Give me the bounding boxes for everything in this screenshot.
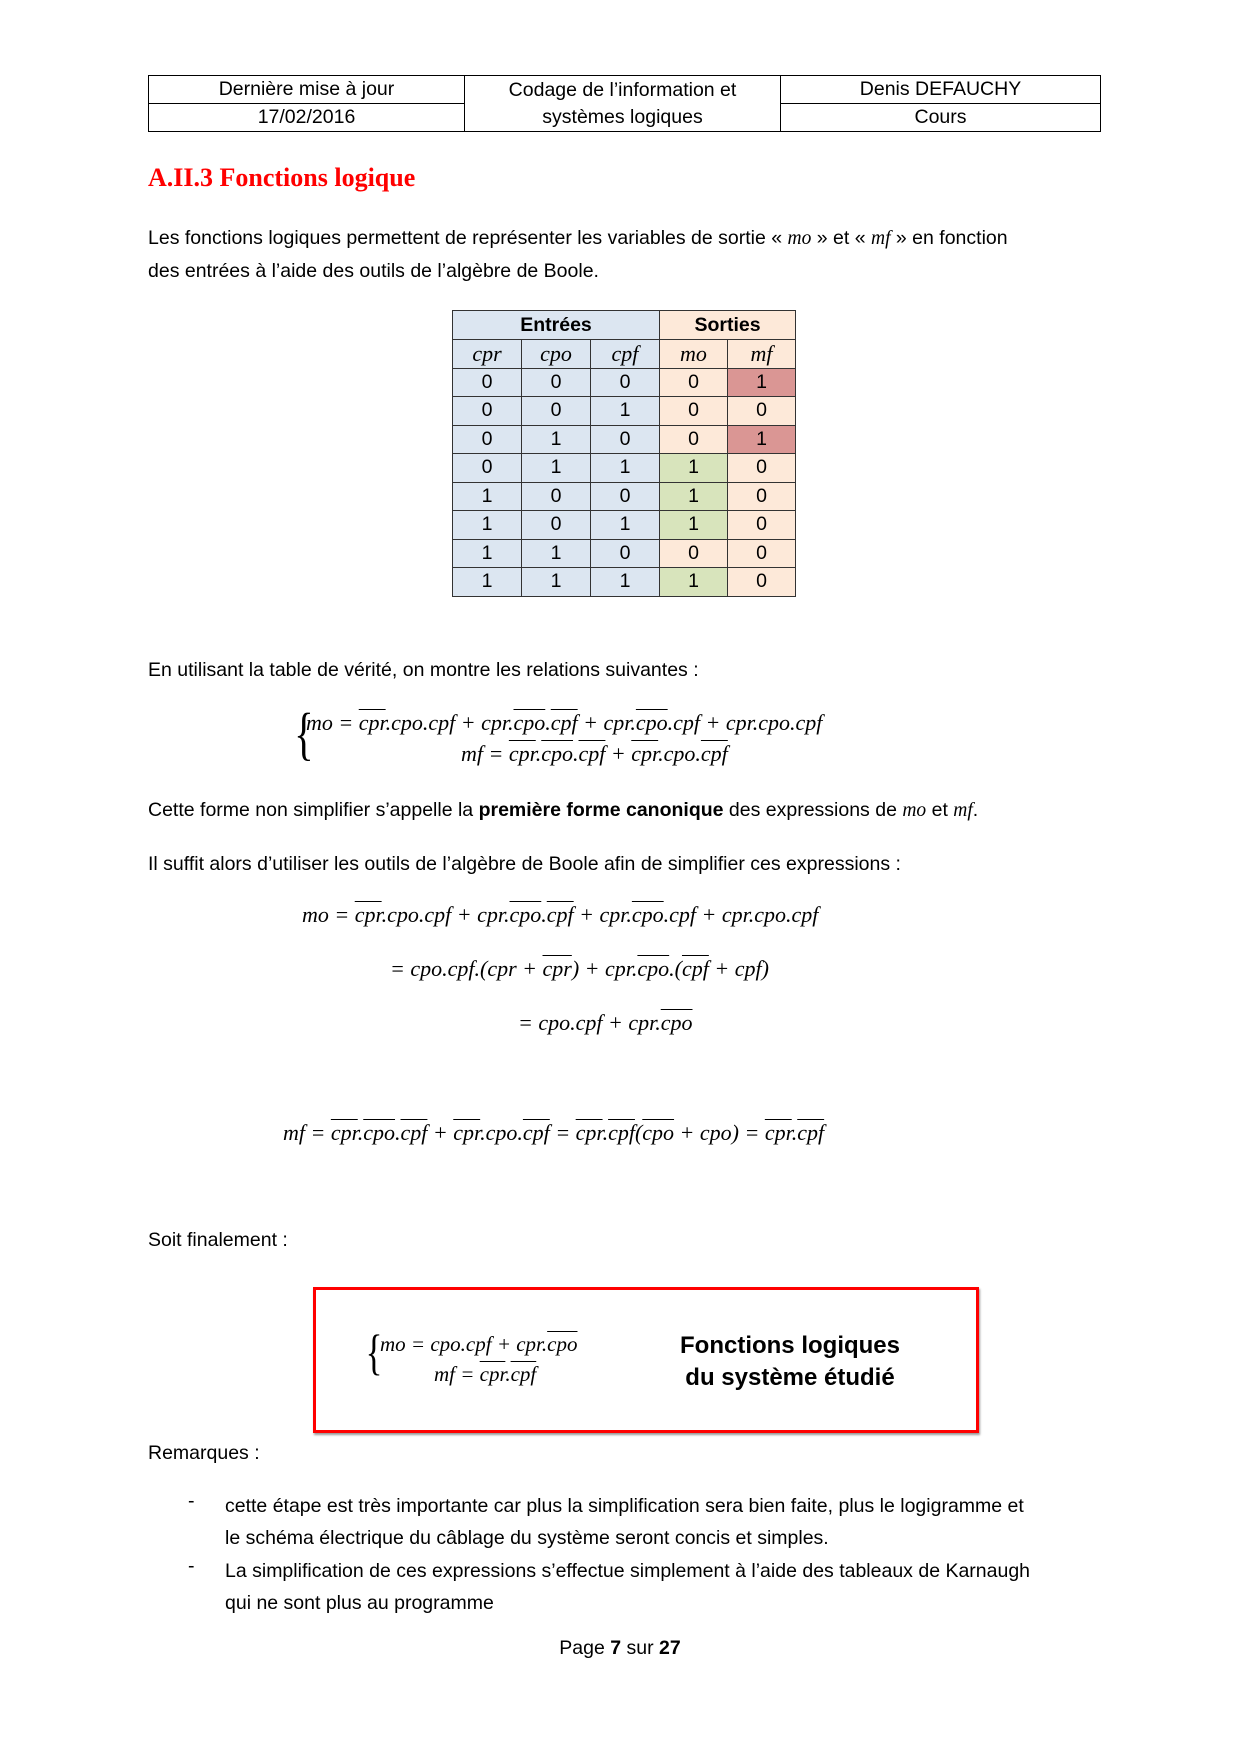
outputs-group-header: Sorties [660,311,796,340]
cell: 0 [453,397,522,426]
table-row [453,368,796,397]
section-title: A.II.3 Fonctions logique [148,163,416,192]
text: Cette forme non simplifier s’appelle la [148,799,479,821]
remark-item-1 [225,1490,1105,1554]
course-title-line1: Codage de l’information et [508,78,737,101]
cell-mo-true: 1 [660,454,728,483]
column-header-cpf: cpf [591,340,660,369]
cell: 1 [522,539,591,568]
doc-type: Cours [781,104,1101,132]
equation-canonical-mf: mf = $\overline{cpr}.\overline{cpo}.\overline{cpf} + \overline{cpr}.cpo.\overline{cpf}$ [461,741,728,766]
cell: 0 [591,425,660,454]
bullet-dash: - [188,1490,195,1512]
equation-mo-step3: = $cpo.cpf + cpr.\overline{cpo}$ [518,1010,693,1035]
left-brace: { [294,701,314,766]
cell: 0 [660,539,728,568]
page-current: 7 [610,1637,622,1659]
intro-text-line2: des entrées à l’aide des outils de l’algèbre de Boole. [148,260,599,282]
remark-text: La simplification de ces expressions s’effectue simplement à l’aide des tableaux de Karnaugh [225,1560,1031,1582]
page-footer [0,1637,1240,1660]
page-total: 27 [659,1637,681,1659]
canonical-form-paragraph [148,794,978,827]
var-mf: mf [953,800,973,821]
last-update-label: Dernière mise à jour [149,76,465,104]
cell: 1 [453,568,522,597]
remark-text: qui ne sont plus au programme [225,1592,494,1614]
truth-table [452,310,796,597]
text: des expressions de [723,799,903,821]
author: Denis DEFAUCHY [781,76,1101,104]
page-prefix: Page [559,1637,611,1659]
equation-canonical-mo: mo = $\overline{cpr}.cpo.cpf + cpr.\overline{cpo}.\overline{cpf} + cpr.\overline{cpo}.cpf + cpr.cpo.cpf$ [306,710,823,735]
intro-paragraph [148,222,1108,287]
column-header-cpr: cpr [453,340,522,369]
cell: 0 [453,425,522,454]
result-box-label [680,1330,900,1394]
label-line1: Fonctions logiques [680,1332,900,1359]
cell: 1 [591,397,660,426]
cell-mo-true: 1 [660,482,728,511]
equation-mo-step2: = $cpo.cpf.(cpr + \overline{cpr}) + cpr.\overline{cpo}.(\overline{cpf} + cpf)$ [390,956,769,981]
cell: 0 [522,397,591,426]
cell: 1 [522,425,591,454]
cell: 0 [453,454,522,483]
cell: 0 [728,568,796,597]
label-line2: du système étudié [685,1364,895,1391]
equation-final-mf: mf = $\overline{cpr}.\overline{cpf}$ [434,1362,537,1386]
remark-text: cette étape est très importante car plus la simplification sera bien faite, plus le logigramme et [225,1495,1024,1517]
cell: 1 [591,511,660,540]
finally-label: Soit finalement : [148,1229,288,1251]
cell-mo-true: 1 [660,568,728,597]
var-mo: mo [787,228,812,249]
text: . [972,799,979,821]
equation-final-mo: mo = $cpo.cpf + cpr.\overline{cpo}$ [380,1332,578,1356]
text: et [926,799,954,821]
column-header-mo: mo [660,340,728,369]
cell-mo-true: 1 [660,511,728,540]
bold-term: première forme canonique [478,799,724,821]
equation-mf-simplification: mf = $\overline{cpr}.\overline{cpo}.\overline{cpf} + \overline{cpr}.cpo.\overline{cpf} = \overline{cpr}.\overline{cpf}(\overline{cpo} + cpo) = \overline{cpr}.\overline{cpf}$ [283,1120,825,1145]
cell: 1 [591,454,660,483]
page-sep: sur [621,1637,660,1659]
inputs-group-header: Entrées [453,311,660,340]
table-row [453,539,796,568]
cell: 1 [453,511,522,540]
cell: 0 [453,368,522,397]
simplify-intro: Il suffit alors d’utiliser les outils de l’algèbre de Boole afin de simplifier ces expressions : [148,853,901,875]
cell: 0 [728,511,796,540]
table-row [453,397,796,426]
cell: 0 [660,397,728,426]
document-header [148,75,1101,132]
cell-mf-true: 1 [728,425,796,454]
cell: 0 [522,368,591,397]
cell: 0 [591,368,660,397]
cell: 1 [522,568,591,597]
remark-item-2 [225,1555,1105,1619]
bullet-dash: - [188,1555,195,1577]
equation-mo-step1: mo = $\overline{cpr}.cpo.cpf + cpr.\overline{cpo}.\overline{cpf} + cpr.\overline{cpo}.cpf + cpr.cpo.cpf$ [302,902,819,927]
column-header-cpo: cpo [522,340,591,369]
cell: 0 [660,425,728,454]
intro-text: Les fonctions logiques permettent de représenter les variables de sortie « [148,227,788,249]
var-mf: mf [871,228,891,249]
cell: 0 [728,482,796,511]
table-row [453,482,796,511]
table-row [453,568,796,597]
cell: 0 [728,397,796,426]
cell: 0 [591,539,660,568]
var-mo: mo [902,800,927,821]
table-row [453,511,796,540]
cell: 0 [728,539,796,568]
cell: 0 [728,454,796,483]
cell: 0 [522,482,591,511]
left-brace: { [365,1324,383,1380]
cell: 0 [591,482,660,511]
update-date: 17/02/2016 [149,104,465,132]
cell: 0 [522,511,591,540]
cell-mf-true: 1 [728,368,796,397]
course-title-line2: systèmes logiques [542,105,703,128]
column-header-mf: mf [728,340,796,369]
cell: 1 [453,482,522,511]
remarks-title: Remarques : [148,1442,260,1464]
intro-text: » en fonction [890,227,1008,249]
cell: 1 [453,539,522,568]
course-title [465,76,781,132]
table-row [453,425,796,454]
remark-text: le schéma électrique du câblage du système seront concis et simples. [225,1527,829,1549]
cell: 1 [591,568,660,597]
table-row [453,454,796,483]
relations-intro: En utilisant la table de vérité, on montre les relations suivantes : [148,659,699,681]
cell: 0 [660,368,728,397]
cell: 1 [522,454,591,483]
intro-text: » et « [811,227,871,249]
